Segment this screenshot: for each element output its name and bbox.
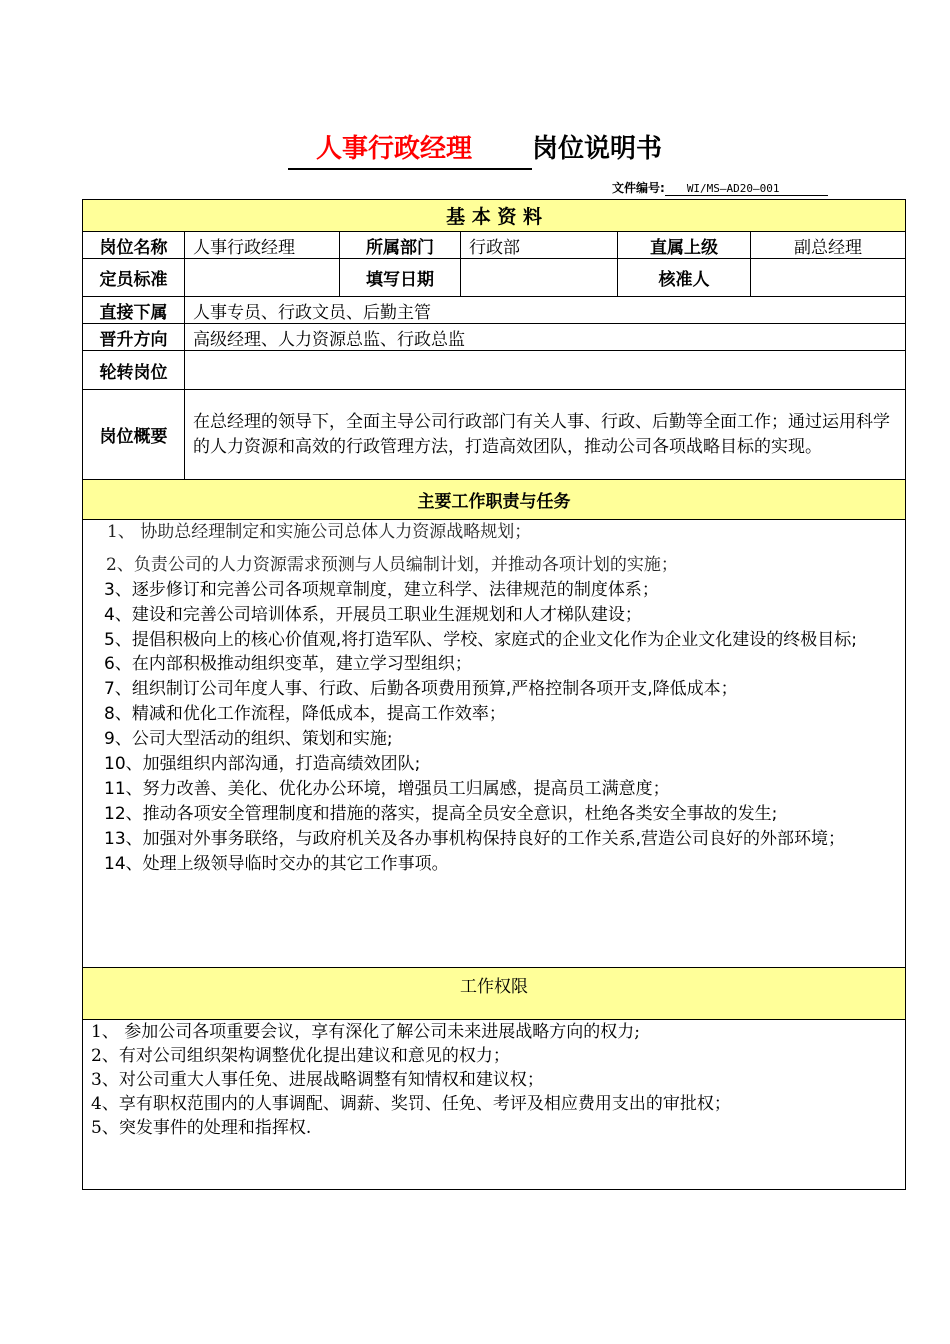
- duty-item: 12、推动各项安全管理制度和措施的落实，提高全员安全意识，杜绝各类安全事故的发生;: [104, 803, 778, 824]
- subordinates-value: 人事专员、行政文员、后勤主管: [185, 297, 906, 324]
- duty-item: 3、逐步修订和完善公司各项规章制度，建立科学、法律规范的制度体系；: [104, 579, 659, 600]
- rotation-label: 轮转岗位: [83, 351, 185, 390]
- authority-item: 1、 参加公司各项重要会议，享有深化了解公司未来进展战略方向的权力;: [91, 1022, 640, 1042]
- superior-label: 直属上级: [618, 232, 751, 259]
- fill-date-value: [461, 259, 618, 297]
- doc-title: 岗位说明书: [532, 134, 663, 164]
- position-name-label: 岗位名称: [83, 232, 185, 259]
- authority-item: 4、享有职权范围内的人事调配、调薪、奖罚、任免、考评及相应费用支出的审批权；: [91, 1094, 731, 1114]
- duty-item: 4、建设和完善公司培训体系，开展员工职业生涯规划和人才梯队建设；: [104, 604, 642, 625]
- duty-item: 14、处理上级领导临时交办的其它工作事项。: [104, 853, 449, 874]
- duty-item: 11、努力改善、美化、优化办公环境，增强员工归属感，提高员工满意度；: [104, 778, 670, 799]
- authority-list: [83, 1020, 906, 1190]
- job-description-table: [82, 199, 906, 1190]
- rotation-value: [185, 351, 906, 390]
- authority-item: 5、突发事件的处理和指挥权.: [91, 1118, 312, 1138]
- authority-item: 2、有对公司组织架构调整优化提出建议和意见的权力；: [91, 1046, 510, 1066]
- duty-item: 1、 协助总经理制定和实施公司总体人力资源战略规划；: [107, 522, 532, 542]
- approver-value: [751, 259, 906, 297]
- duty-item: 6、在内部积极推动组织变革，建立学习型组织；: [104, 654, 472, 675]
- duty-item: 2、负责公司的人力资源需求预测与人员编制计划，并推动各项计划的实施；: [106, 554, 678, 575]
- superior-value: 副总经理: [751, 232, 906, 259]
- promotion-label: 晋升方向: [83, 324, 185, 351]
- duty-item: 9、公司大型活动的组织、策划和实施;: [104, 729, 393, 750]
- duty-item: 10、加强组织内部沟通，打造高绩效团队;: [104, 754, 421, 775]
- department-value: 行政部: [461, 232, 618, 259]
- document-title: [0, 130, 950, 170]
- duty-item: 13、加强对外事务联络，与政府机关及各办事机构保持良好的工作关系,营造公司良好的外部环境；: [104, 828, 846, 849]
- duties-section-header: 主要工作职责与任务: [83, 480, 906, 520]
- subordinates-label: 直接下属: [83, 297, 185, 324]
- promotion-value: 高级经理、人力资源总监、行政总监: [185, 324, 906, 351]
- duty-item: 7、组织制订公司年度人事、行政、后勤各项费用预算,严格控制各项开支,降低成本；: [104, 679, 738, 700]
- duty-item: 8、精减和优化工作流程，降低成本，提高工作效率；: [104, 704, 506, 725]
- duties-list: [83, 520, 906, 968]
- fill-date-label: 填写日期: [340, 259, 461, 297]
- summary-label: 岗位概要: [83, 390, 185, 480]
- position-title: 人事行政经理: [288, 130, 532, 170]
- doc-number: [612, 179, 828, 196]
- approver-label: 核准人: [618, 259, 751, 297]
- department-label: 所属部门: [340, 232, 461, 259]
- headcount-value: [185, 259, 340, 297]
- doc-number-label: 文件编号:: [612, 181, 665, 195]
- duty-item: 5、提倡积极向上的核心价值观,将打造军队、学校、家庭式的企业文化作为企业文化建设的终极目标;: [104, 629, 857, 650]
- doc-number-value: WI/MS—AD20—001: [665, 182, 828, 196]
- authority-item: 3、对公司重大人事任免、进展战略调整有知情权和建议权；: [91, 1070, 544, 1090]
- headcount-label: 定员标准: [83, 259, 185, 297]
- basic-section-header: 基 本 资 料: [83, 200, 906, 232]
- position-name-value: 人事行政经理: [185, 232, 340, 259]
- summary-value: 在总经理的领导下，全面主导公司行政部门有关人事、行政、后勤等全面工作；通过运用科学的人力资源和高效的行政管理方法，打造高效团队，推动公司各项战略目标的实现。: [185, 390, 906, 480]
- authority-section-header: 工作权限: [83, 968, 906, 1020]
